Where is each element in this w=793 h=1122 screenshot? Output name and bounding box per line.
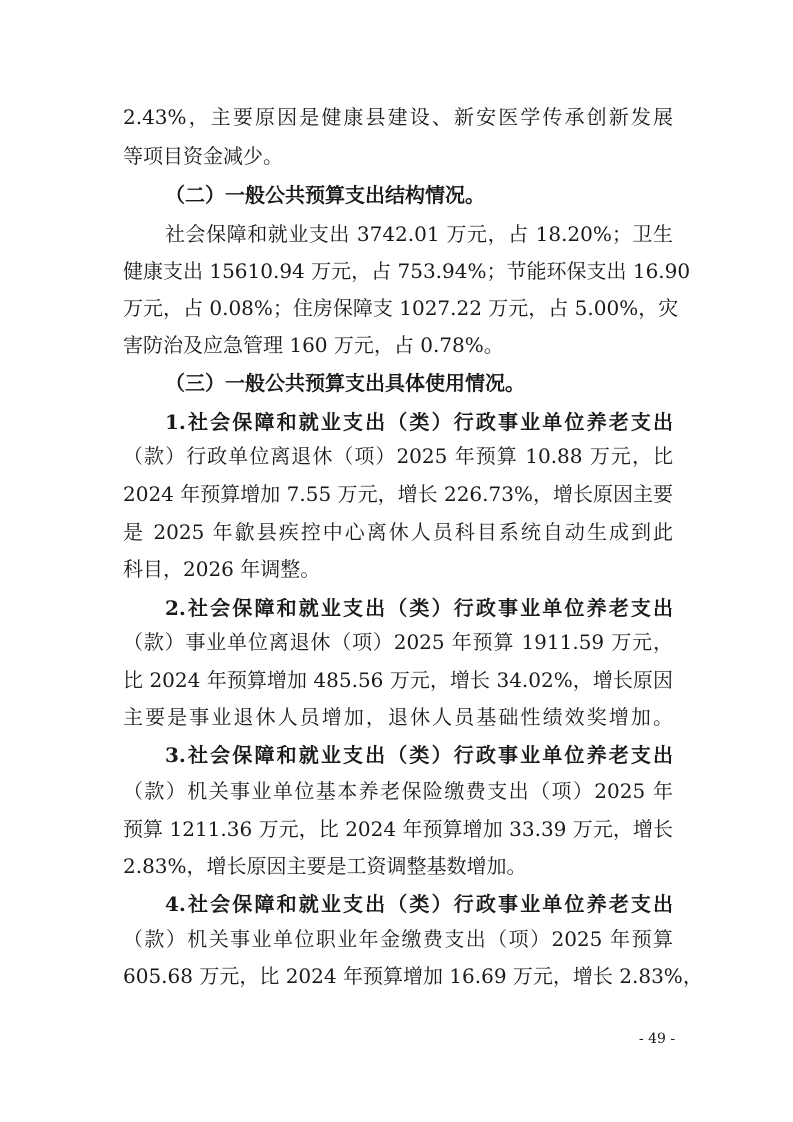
paragraph-line: 2.43%，主要原因是健康县建设、新安医学传承创新发展 — [123, 105, 673, 129]
item-heading: 2.社会保障和就业支出（类）行政事业单位养老支出 — [165, 596, 673, 620]
paragraph-line: 预算 1211.36 万元，比 2024 年预算增加 33.39 万元，增长 — [123, 817, 673, 841]
item-heading: 1.社会保障和就业支出（类）行政事业单位养老支出 — [165, 410, 673, 434]
paragraph-line: 健康支出 15610.94 万元，占 753.94%；节能环保支出 16.90 — [123, 259, 691, 283]
paragraph-line: 是 2025 年歙县疾控中心离休人员科目系统自动生成到此 — [123, 520, 673, 544]
paragraph-line: 605.68 万元，比 2024 年预算增加 16.69 万元，增长 2.83%， — [123, 964, 703, 988]
item-heading: 4.社会保障和就业支出（类）行政事业单位养老支出 — [165, 892, 673, 916]
paragraph-line: 害防治及应急管理 160 万元，占 0.78%。 — [123, 333, 504, 357]
item-heading: 3.社会保障和就业支出（类）行政事业单位养老支出 — [165, 743, 673, 767]
paragraph-line: 等项目资金减少。 — [123, 144, 283, 168]
paragraph-line: （款）事业单位离退休（项）2025 年预算 1911.59 万元， — [123, 630, 673, 654]
paragraph-line: 比 2024 年预算增加 485.56 万元，增长 34.02%，增长原因 — [123, 668, 673, 692]
paragraph-line: （款）行政单位离退休（项）2025 年预算 10.88 万元，比 — [123, 444, 673, 468]
paragraph-line: 万元，占 0.08%；住房保障支 1027.22 万元，占 5.00%，灾 — [123, 296, 679, 320]
paragraph-line: （款）机关事业单位基本养老保险缴费支出（项）2025 年 — [123, 779, 673, 803]
paragraph-line: 2.83%，增长原因主要是工资调整基数增加。 — [123, 854, 527, 878]
page-number: - 49 - — [638, 1031, 676, 1047]
section-heading: （三）一般公共预算支出具体使用情况。 — [165, 371, 525, 395]
paragraph-line: 主要是事业退休人员增加，退休人员基础性绩效奖增加。 — [123, 705, 673, 729]
section-heading: （二）一般公共预算支出结构情况。 — [165, 183, 485, 207]
paragraph-line: 2024 年预算增加 7.55 万元，增长 226.73%，增长原因主要 — [123, 482, 673, 506]
paragraph-line: （款）机关事业单位职业年金缴费支出（项）2025 年预算 — [123, 927, 673, 951]
paragraph-line: 社会保障和就业支出 3742.01 万元，占 18.20%；卫生 — [165, 222, 673, 246]
paragraph-line: 科目，2026 年调整。 — [123, 557, 321, 581]
